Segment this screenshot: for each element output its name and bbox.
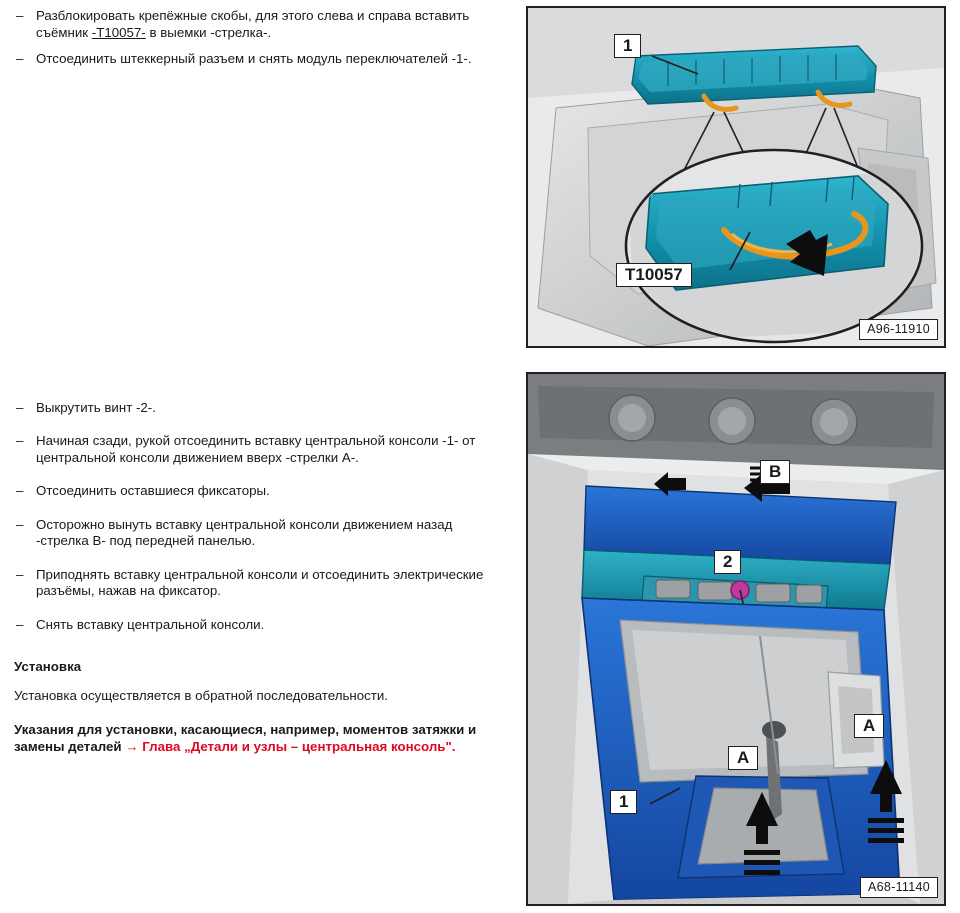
figure-code: A68-11140 [860,877,938,898]
step-text: Осторожно вынуть вставку центральной консоли движением назад -стрелка B- под передней панелью. [36,516,453,548]
list-item [14,433,500,466]
step-text: Начиная сзади, рукой отсоединить вставку центральной консоли -1- от центральной консоли движением вверх -стрелки A-. [36,433,476,465]
tool-label-t10057: T10057 [616,263,692,287]
list-item [14,483,500,500]
list-item [14,51,500,68]
callout-a-left: A [728,746,758,770]
note-text: Указания для установки, касающиеся, например, моментов затяжки и замены деталей [14,722,477,754]
list-item [14,8,500,41]
installation-heading: Установка [14,659,82,674]
list-item [14,400,500,417]
list-item [14,567,500,600]
installation-note [14,722,500,755]
step-text-before: Разблокировать крепёжные скобы, для этого слева и справа вставить съёмник [36,8,470,40]
figure-bottom-illustration [528,374,944,904]
column-spacer [14,78,500,400]
tool-reference-link[interactable]: -T10057- [91,24,146,40]
step-text: Отсоединить штеккерный разъем и снять модуль переключателей -1-. [36,51,472,66]
steps-group-2 [14,400,500,634]
installation-paragraph: Установка осуществляется в обратной последовательности. [14,687,388,703]
steps-group-1 [14,8,500,68]
step-text: Отсоединить оставшиеся фиксаторы. [36,483,270,498]
step-text: Приподнять вставку центральной консоли и отсоединить электрические разъёмы, нажав на фиксатор. [36,566,484,598]
chapter-link[interactable]: → Глава „Детали и узлы – центральная консоль". [125,738,456,754]
step-text: Снять вставку центральной консоли. [36,616,265,632]
figure-code: A96-11910 [859,319,938,340]
figure-switch-module [526,6,946,348]
callout-a-right: A [854,714,884,738]
list-item [14,517,500,550]
callout-1: 1 [610,790,637,814]
figure-center-console-insert [526,372,946,906]
callout-b: B [760,460,790,484]
callout-1: 1 [614,34,641,58]
step-text: Выкрутить винт -2-. [36,399,156,415]
callout-2: 2 [714,550,741,574]
list-item [14,617,500,634]
figure-top-illustration [528,8,944,346]
step-text-after: в выемки -стрелка-. [145,24,272,40]
